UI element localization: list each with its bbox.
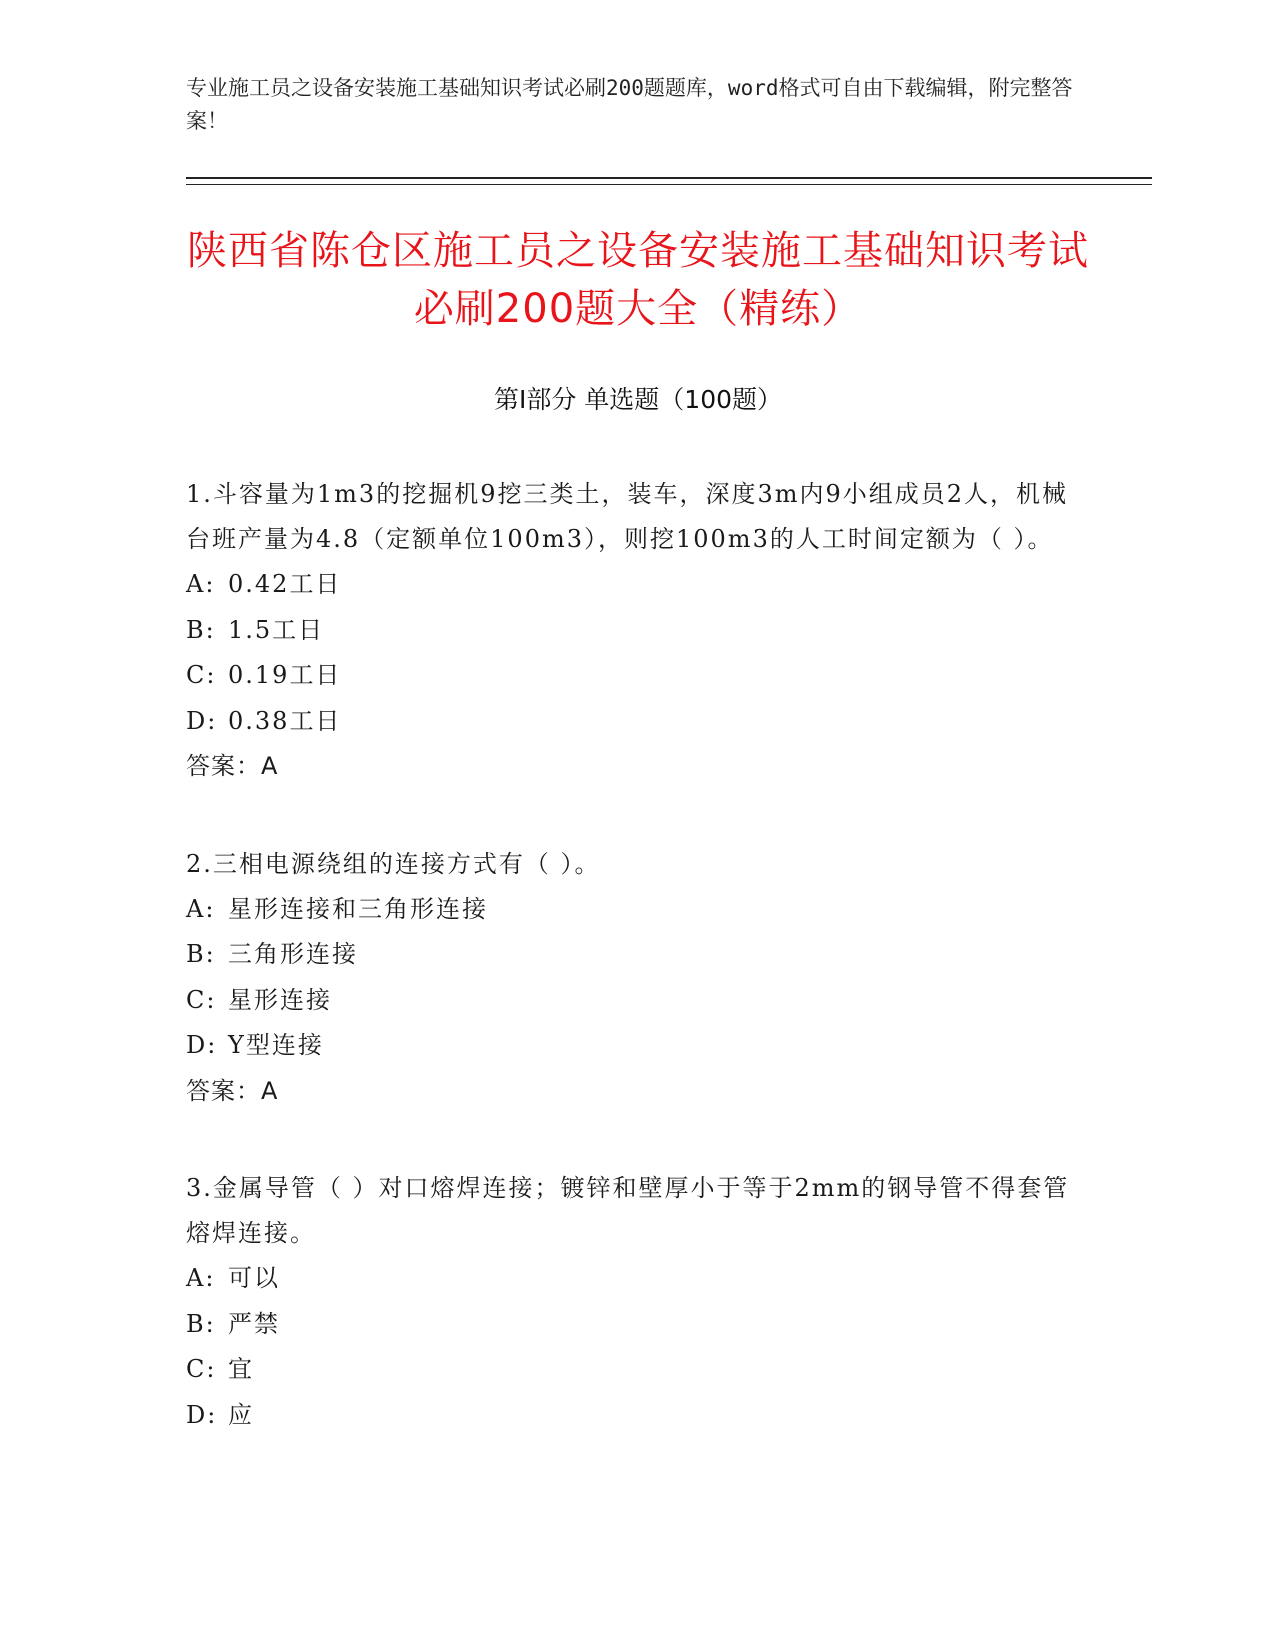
option-text: 星形连接 (228, 985, 332, 1014)
document-title: 陕西省陈仓区施工员之设备安装施工基础知识考试必刷200题大全（精练） (187, 228, 1089, 332)
option-letter: D: (186, 1400, 218, 1429)
option-letter: D: (186, 706, 218, 735)
question-1 (186, 472, 1086, 790)
option-a (186, 1256, 1086, 1302)
option-d (186, 699, 1086, 745)
question-list (186, 472, 1086, 1490)
header-divider-thick (186, 177, 1152, 179)
question-stem: 2.三相电源绕组的连接方式有（ ）。 (186, 849, 601, 878)
option-letter: C: (186, 1355, 217, 1383)
option-letter: B: (186, 615, 216, 644)
option-text: 1.5工日 (228, 615, 325, 644)
option-text: 应 (228, 1400, 254, 1429)
option-letter: A: (186, 894, 216, 923)
option-d (186, 1023, 1086, 1069)
option-text: 0.42工日 (228, 570, 342, 598)
option-a (186, 562, 1086, 608)
question-2 (186, 842, 1086, 1115)
option-letter: A: (186, 1264, 216, 1292)
option-text: 0.19工日 (228, 661, 342, 689)
option-letter: C: (186, 985, 217, 1014)
question-3 (186, 1166, 1086, 1438)
option-text: 三角形连接 (228, 940, 358, 968)
option-text: Y型连接 (228, 1031, 324, 1059)
option-text: 0.38工日 (228, 706, 342, 735)
header-divider-thin (186, 184, 1152, 185)
option-text: 可以 (228, 1264, 280, 1292)
option-c (186, 1347, 1086, 1393)
header-note: 专业施工员之设备安装施工基础知识考试必刷200题题库，word格式可自由下载编辑，附完整答案！ (186, 76, 1073, 133)
option-b (186, 1302, 1086, 1348)
option-letter: C: (186, 661, 217, 689)
section-title: 第I部分 单选题（100题） (493, 385, 783, 414)
option-text: 星形连接和三角形连接 (228, 894, 488, 923)
option-b (186, 608, 1086, 654)
option-letter: B: (186, 940, 216, 968)
question-stem: 3.金属导管（ ）对口熔焊连接；镀锌和壁厚小于等于2mm的钢导管不得套管熔焊连接。 (186, 1174, 1070, 1247)
question-stem: 1.斗容量为1m3的挖掘机9挖三类土，装车，深度3m内9小组成员2人，机械台班产量为4.8（定额单位100m3），则挖100m3的人工时间定额为（ ）。 (186, 480, 1069, 553)
option-c (186, 653, 1086, 699)
option-b (186, 932, 1086, 978)
option-c (186, 978, 1086, 1024)
answer-line: 答案：A (186, 1076, 279, 1105)
option-letter: B: (186, 1309, 216, 1338)
option-d (186, 1393, 1086, 1439)
option-a (186, 887, 1086, 933)
option-text: 宜 (228, 1355, 254, 1383)
option-letter: D: (186, 1031, 218, 1059)
option-letter: A: (186, 570, 216, 598)
option-text: 严禁 (228, 1309, 280, 1338)
answer-line: 答案：A (186, 752, 279, 780)
